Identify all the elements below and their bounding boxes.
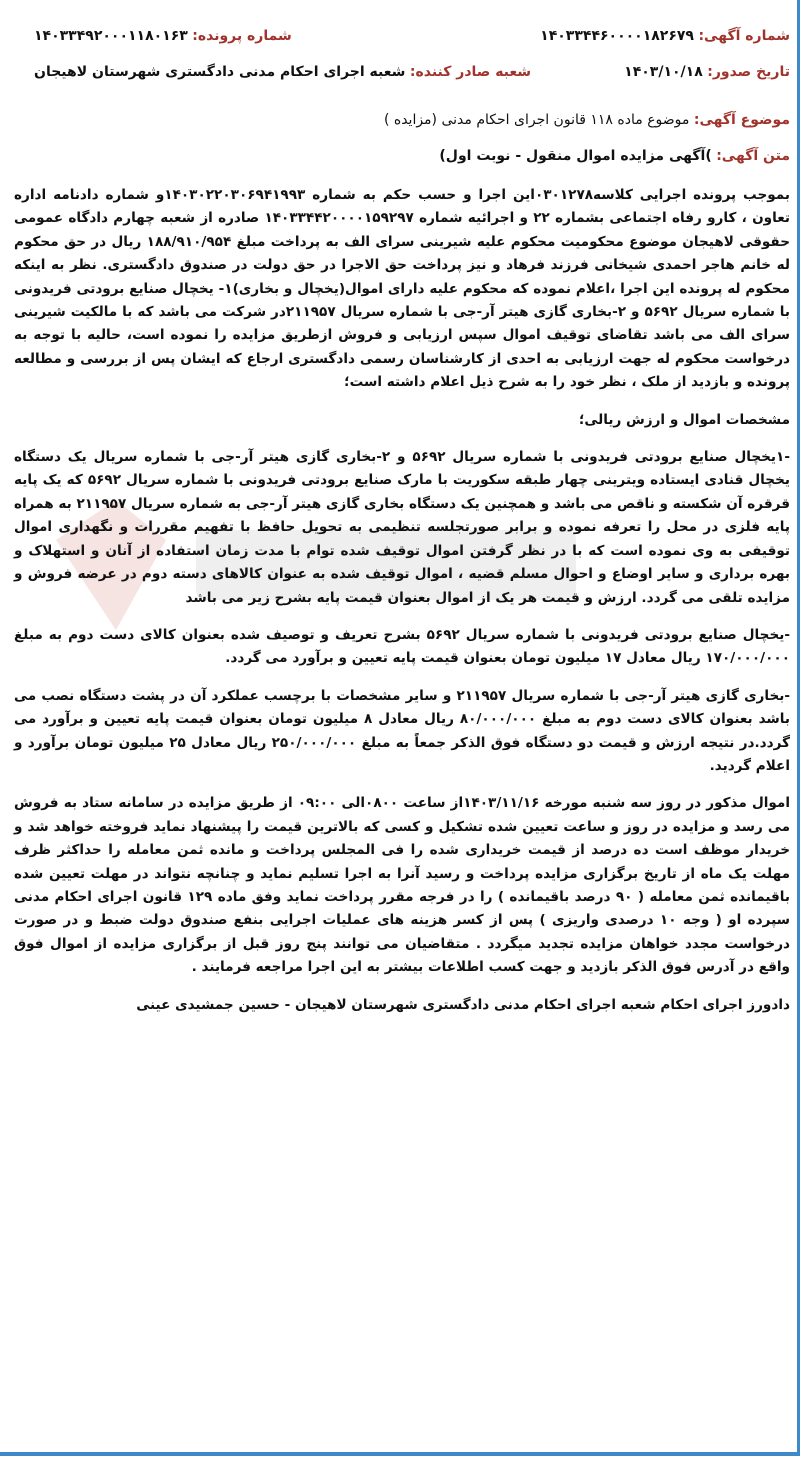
notice-body	[14, 184, 790, 1017]
paragraph-fridge-value: -یخچال صنایع برودتی فریدونی با شماره سریال ۵۶۹۲ بشرح تعریف و توصیف شده بعنوان کالای دست دوم به مبلغ ۱۷۰/۰۰۰/۰۰۰ ریال معادل ۱۷ میلیون تومان بعنوان قیمت پایه تعیین و برآورد می گردد.	[14, 626, 790, 667]
subject-label: موضوع آگهی:	[693, 112, 790, 128]
subject-block	[14, 112, 790, 164]
notice-document	[14, 28, 790, 1031]
issuer-value: شعبه اجرای احکام مدنی دادگستری شهرستان لاهیجان	[34, 64, 406, 80]
issuer-label: شعبه صادر کننده:	[409, 64, 532, 80]
paragraph-intro: بموجب پرونده اجرایی کلاسه۰۳۰۱۲۷۸این اجرا و حسب حکم به شماره ۱۴۰۳۰۲۲۰۳۰۶۹۴۱۹۹۳و شماره دادنامه اداره تعاون ، کارو رفاه اجتماعی بشماره ۲۲ و اجرائیه شماره ۱۴۰۳۳۴۴۲۰۰۰۰۱۵۹۲۹۷ صادره از شعبه چهارم دادگاه عمومی حقوقی لاهیجان موضوع محکومیت محکوم علیه شیرینی سرای الف به پرداخت مبلغ ۱۸۸/۹۱۰/۹۵۴ ریال در حق محکوم له خانم هاجر احمدی شیخانی فرزند فرهاد و نیز پرداخت حق الاجرا در حق دولت در صندوق دادگستری. نظر به اینکه محکوم له پرونده این اجرا ،اعلام نموده که محکوم علیه دارای اموال(یخچال و بخاری)۱- یخچال صنایع برودتی فریدونی با شماره سریال ۵۶۹۲ و ۲-بخاری گازی هیتر آر-جی با شماره سریال ۲۱۱۹۵۷در شرکت می باشد که با مالکیت شیرینی سرای الف می باشد تقاضای توقیف اموال سپس ارزیابی و فروش ازطریق مزایده را نموده است، حالیه با توجه به درخواست محکوم له جهت ارزیابی به احدی از کارشناسان رسمی دادگستری ارجاع که ایشان پس از بررسی و مطالعه پرونده و بازدید از ملک ، نظر خود را به شرح ذیل اعلام داشته است؛	[14, 187, 791, 391]
paragraph-assets-description: -۱یخچال صنایع برودتی فریدونی با شماره سریال ۵۶۹۲ و ۲-بخاری گازی هیتر آر-جی با شماره سریال یک دستگاه یخچال قنادی ایستاده ویترینی چهار طبقه سکوریت با مارک صنایع برودتی فریدونی با شماره سریال ۵۶۹۲ که یک پایه قرقره آن شکسته و ناقص می باشد و همچنین یک دستگاه بخاری گازی هیتر آر-جی به شماره سریال ۲۱۱۹۵۷ به همراه پایه فلزی در محل را تعرفه نموده و برابر صورتجلسه تنظیمی به تحویل حافظ با تفهیم مقررات و نگهداری اموال توقیفی به وی نموده است که با در نظر گرفتن اموال توقیف شده توام با مدت زمان استفاده از آنان و استهلاک و بهره برداری و سایر اوضاع و احوال مسلم قضیه ، اموال توقیف شده به عنوان کالاهای دسته دوم در عرضه فروش و مزایده تلقی می گردد. ارزش و قیمت هر یک از اموال بعنوان قیمت پایه بشرح زیر می باشد	[13, 449, 791, 606]
issuer	[34, 64, 531, 80]
notice-text-value: )آگهی مزایده اموال منقول - نوبت اول)	[439, 148, 712, 164]
notice-number	[540, 28, 790, 44]
notice-number-value: ۱۴۰۳۳۴۴۶۰۰۰۰۱۸۲۶۷۹	[540, 28, 694, 44]
issue-date-label: تاریخ صدور:	[707, 64, 790, 80]
paragraph-assets-heading: مشخصات اموال و ارزش ریالی؛	[578, 411, 790, 428]
case-number-value: ۱۴۰۳۳۴۹۲۰۰۰۱۱۸۰۱۶۳	[34, 28, 188, 44]
header-row-1	[14, 28, 790, 64]
paragraph-auction-terms: اموال مذکور در روز سه شنبه مورخه ۱۴۰۳/۱۱/۱۶از ساعت ۰۸۰۰الی ۰۹:۰۰ از طریق مزایده در سامانه ستاد به فروش می رسد و مزایده در روز و ساعت تعیین شده تشکیل و کسی که بالاترین قیمت را پیشنهاد نماید فروخته خواهد شد و خریدار موظف است ده درصد از قیمت خریداری شده را فی المجلس پرداخت و مانده ثمن معامله را حداکثر ظرف مهلت یک ماه از تاریخ برگزاری مزایده پرداخت و رسید آنرا به اجرا تسلیم نماید و چنانچه نتواند در مهلت تعیین شده باقیمانده ثمن معامله ( ۹۰ درصد باقیمانده ) را در فرجه مقرر پرداخت نماید وفق ماده ۱۲۹ قانون اجرای احکام مدنی سپرده او ( وجه ۱۰ درصدی واریزی ) پس از کسر هزینه های عملیات اجرایی بنفع صندوق دولت ضبط و در صورت درخواست مجدد خواهان مزایده تجدید میگردد . متقاضیان می توانند پنج روز قبل از برگزاری مزایده از اموال فوق واقع در آدرس فوق الذکر بازدید و جهت کسب اطلاعات بیشتر به این اجرا مراجعه فرمایند .	[14, 795, 791, 976]
issue-date	[624, 64, 790, 80]
subject-value: موضوع ماده ۱۱۸ قانون اجرای احکام مدنی (مزایده )	[383, 112, 690, 128]
notice-text-row	[14, 148, 790, 164]
subject-row	[14, 112, 790, 128]
case-number	[34, 28, 292, 44]
issue-date-value: ۱۴۰۳/۱۰/۱۸	[624, 64, 703, 80]
case-number-label: شماره پرونده:	[192, 28, 292, 44]
notice-number-label: شماره آگهی:	[698, 28, 790, 44]
header-row-2	[14, 64, 790, 100]
notice-text-label: متن آگهی:	[716, 148, 790, 164]
paragraph-heater-value: -بخاری گازی هیتر آر-جی با شماره سریال ۲۱۱۹۵۷ و سایر مشخصات با برچسب عملکرد آن در پشت دستگاه نصب می باشد بعنوان کالای دست دوم به مبلغ ۸۰/۰۰۰/۰۰۰ ریال معادل ۸ میلیون تومان بعنوان قیمت پایه تعیین و برآورد می گردد.در نتیجه ارزش و قیمت دو دستگاه فوق الذکر جمعاً به مبلغ ۲۵۰/۰۰۰/۰۰۰ ریال معادل ۲۵ میلیون تومان برآورد و اعلام گردید.	[14, 687, 791, 774]
paragraph-signature: دادورز اجرای احکام شعبه اجرای احکام مدنی دادگستری شهرستان لاهیجان - حسین جمشیدی عینی	[136, 996, 790, 1013]
